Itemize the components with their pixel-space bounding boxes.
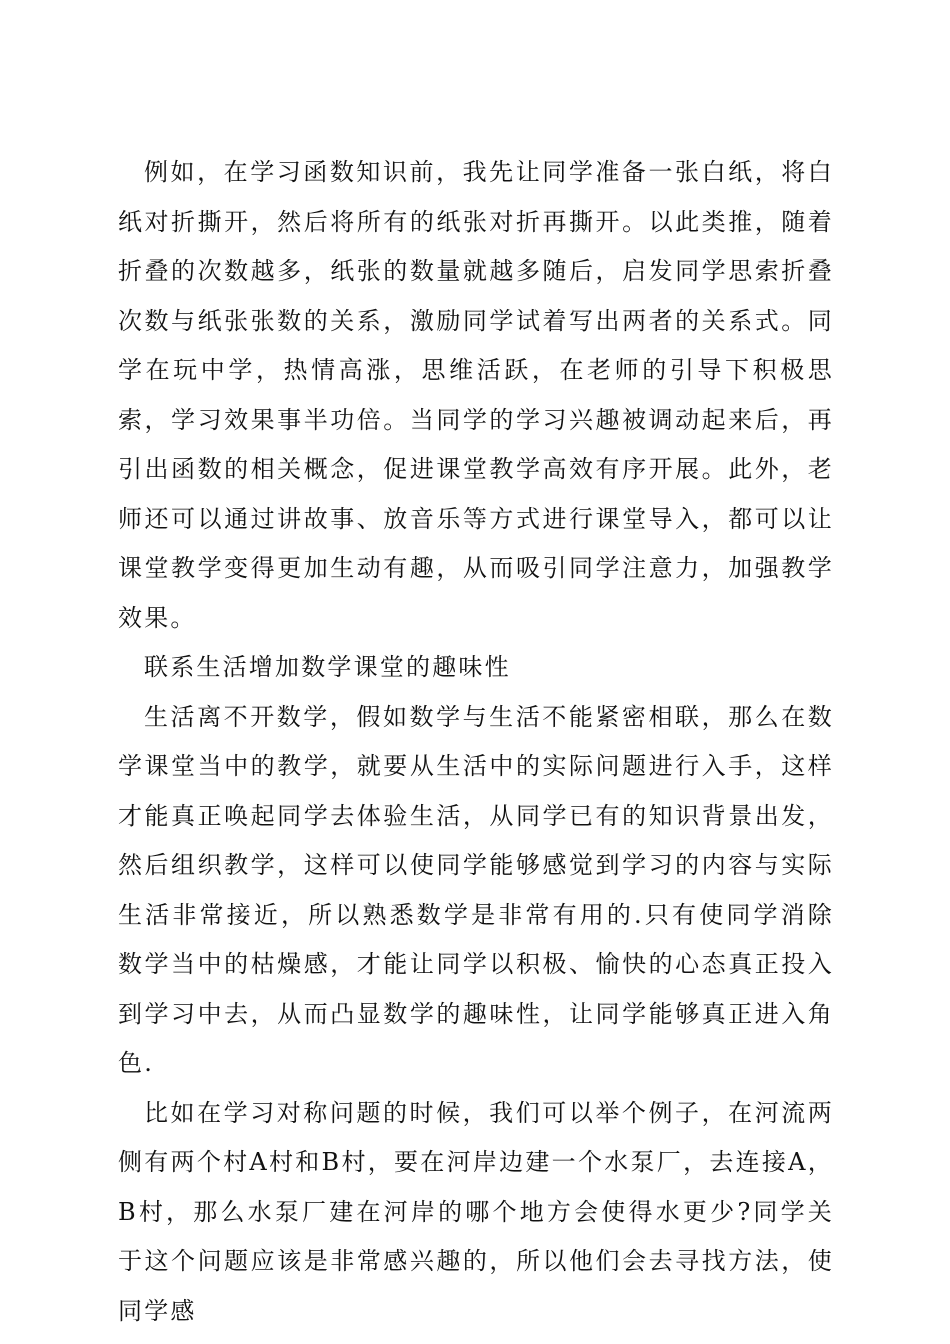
document-body (118, 148, 834, 1336)
paragraph-symmetry-example: 比如在学习对称问题的时候，我们可以举个例子，在河流两侧有两个村A村和B村，要在河岸边建一个水泵厂，去连接A，B村，那么水泵厂建在河岸的哪个地方会使得水更少?同学关于这个问题应该是非常感兴趣的，所以他们会去寻找方法，使同学感 (118, 1098, 834, 1325)
section-heading: 联系生活增加数学课堂的趣味性 (144, 653, 511, 681)
paragraph-function-example: 例如，在学习函数知识前，我先让同学准备一张白纸，将白纸对折撕开，然后将所有的纸张对折再撕开。以此类推，随着折叠的次数越多，纸张的数量就越多随后，启发同学思索折叠次数与纸张张数的关系，激励同学试着写出两者的关系式。同学在玩中学，热情高涨，思维活跃，在老师的引导下积极思索，学习效果事半功倍。当同学的学习兴趣被调动起来后，再引出函数的相关概念，促进课堂教学高效有序开展。此外，老师还可以通过讲故事、放音乐等方式进行课堂导入，都可以让课堂教学变得更加生动有趣，从而吸引同学注意力，加强教学效果。 (118, 158, 834, 632)
paragraph-life-math: 生活离不开数学，假如数学与生活不能紧密相联，那么在数学课堂当中的教学，就要从生活中的实际问题进行入手，这样才能真正唤起同学去体验生活，从同学已有的知识背景出发，然后组织教学，这样可以使同学能够感觉到学习的内容与实际生活非常接近，所以熟悉数学是非常有用的.只有使同学消除数学当中的枯燥感，才能让同学以积极、愉快的心态真正投入到学习中去，从而凸显数学的趣味性，让同学能够真正进入角色. (118, 702, 834, 1077)
